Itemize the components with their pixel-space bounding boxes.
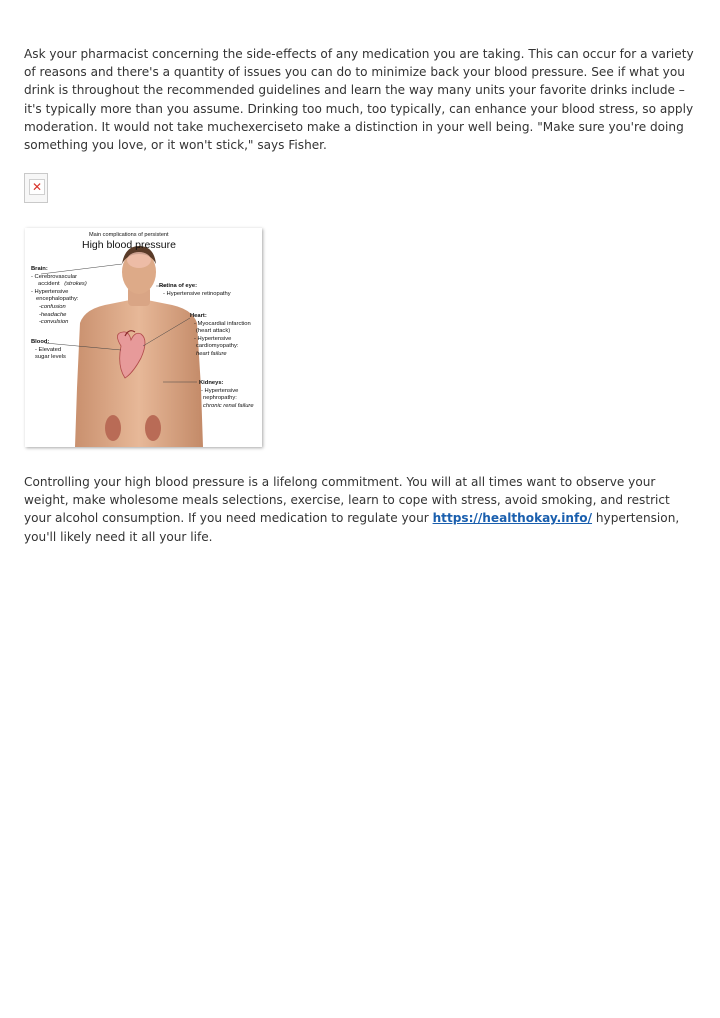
label-line: - Hypertensive (31, 288, 69, 295)
figure-title: High blood pressure (82, 239, 176, 251)
label-line: cardiomyopathy: (196, 343, 239, 350)
label-line: - Hypertensive (194, 335, 232, 342)
label-line: encephalopathy: (36, 296, 79, 303)
label-brain (31, 266, 87, 327)
label-kidneys-heading: Kidneys: (199, 380, 224, 386)
label-line: (heart attack) (196, 328, 231, 335)
label-brain-heading: Brain: (31, 266, 48, 272)
label-line: -convulsion (39, 319, 69, 326)
label-line: -confusion (39, 303, 66, 310)
paragraph-conclusion-text-after: hypertension, you'll likely need it all your life. (24, 511, 680, 544)
label-heart-heading: Heart: (190, 313, 207, 319)
label-blood-heading: Blood: (31, 339, 50, 345)
label-line: - Hypertensive (201, 387, 239, 394)
paragraph-intro: Ask your pharmacist concerning the side-effects of any medication you are taking. This can occur for a variety of reasons and there's a quantity of issues you can do to minimize back your blood pressure. See if what you drink is throughout the recommended guidelines and learn the way many units your favorite drinks include – it's typically more than you assume. Drinking too much, too typically, can enhance your blood stress, so apply moderation. It would not take muchexerciseto make a distinction in your well being. "Make sure you're doing something you love, or it won't stick," says Fisher. (24, 47, 694, 153)
paragraph-conclusion (24, 473, 696, 546)
broken-image-placeholder (24, 173, 48, 203)
label-line: sugar levels (35, 354, 66, 361)
label-line: - Cerebrovascular (31, 273, 78, 280)
blood-pressure-figure (25, 228, 262, 447)
label-line: - Hypertensive retinopathy (163, 290, 231, 297)
label-retina-heading: Retina of eye: (159, 283, 198, 289)
label-kidneys (199, 380, 254, 410)
label-retina (159, 283, 231, 298)
healthokay-link[interactable]: https://healthokay.info/ (432, 511, 593, 526)
label-line: - Myocardial infarction (194, 320, 251, 327)
paragraph-conclusion-text-before: Controlling your high blood pressure is a lifelong commitment. You will at all times want to observe your weight, make wholesome meals selections, exercise, learn to cope with stress, avoid smoking, and restrict your alcohol consumption. If you need medication to regulate your (24, 475, 670, 526)
label-line: nephropathy: (203, 395, 237, 402)
label-line: -headache (39, 311, 67, 318)
label-line: chronic renal failure (203, 402, 254, 409)
label-line: heart failure (196, 350, 227, 357)
label-heart (190, 313, 251, 359)
label-line: accident (strokes) (38, 281, 87, 288)
label-blood (31, 339, 66, 362)
broken-image-icon: ✕ (29, 179, 45, 195)
label-line: - Elevated (35, 346, 62, 353)
figure-subtitle: Main complications of persistent (89, 232, 169, 238)
